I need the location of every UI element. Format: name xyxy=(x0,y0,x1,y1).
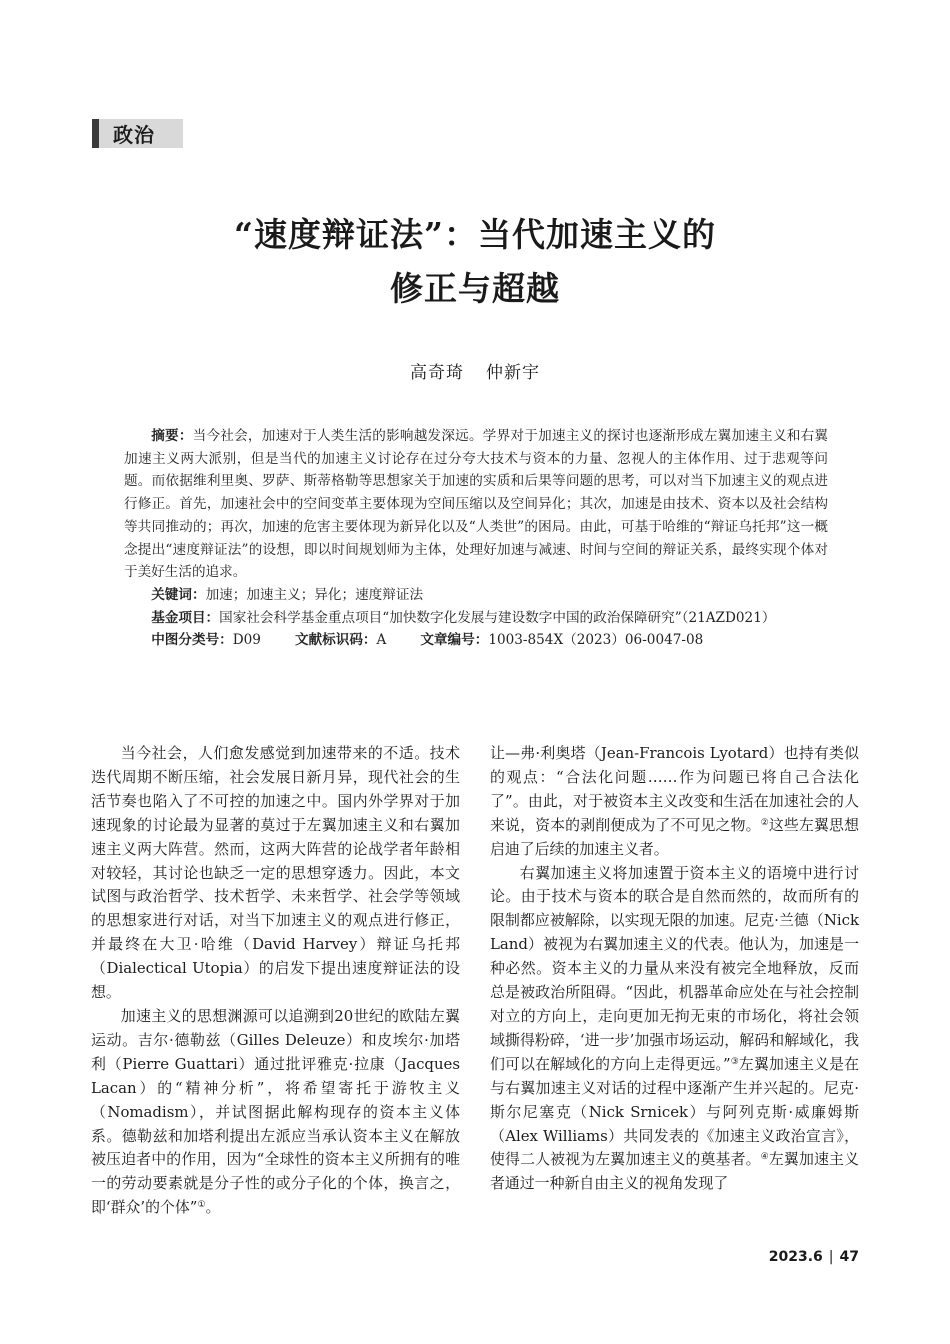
clc-value: D09 xyxy=(232,632,261,649)
body-paragraph xyxy=(490,742,859,862)
author-name: 仲新宇 xyxy=(486,363,540,383)
fund-label: 基金项目： xyxy=(151,609,220,626)
article-number-value: 1003-854X（2023）06-0047-08 xyxy=(488,632,704,649)
document-code xyxy=(295,632,386,648)
classification-line xyxy=(124,629,828,652)
paragraph-text: 右翼加速主义将加速置于资本主义的语境中进行讨论。由于技术与资本的联合是自然而然的，故而所有的限制都应被解除，以实现无限的加速。尼克·兰德（Nick Land）被视为右翼加速主义的代表。他认为，加速是一种必然。资本主义的力量从来没有被完全地释放，反而总是被政治所阻碍。“因此，机器革命应处在与社会控制对立的方向上，走向更加无拘无束的市场化，将社会领域撕得粉碎，‘进一步’加强市场运动，解码和解域化，我们可以在解域化的方向上走得更远。” xyxy=(490,863,859,1073)
body-paragraph xyxy=(91,1005,460,1220)
body-paragraph xyxy=(490,862,859,1197)
abstract-label: 摘要： xyxy=(151,428,193,444)
article-title-line-2: 修正与超越 xyxy=(390,269,560,308)
footnote-marker[interactable]: ② xyxy=(760,817,769,828)
article-number-label: 文章编号： xyxy=(420,632,489,649)
issue-number: 2023.6 xyxy=(768,1249,823,1265)
footnote-marker[interactable]: ④ xyxy=(760,1152,769,1163)
paragraph-text: 左翼加速主义者通过一种新自由主义的视角发现了 xyxy=(490,1150,859,1193)
footer-separator: | xyxy=(828,1249,834,1265)
keywords xyxy=(124,584,828,607)
keywords-label: 关键词： xyxy=(151,586,206,603)
clc-code xyxy=(151,632,261,648)
article-title-line-1: “速度辩证法”：当代加速主义的 xyxy=(234,215,716,254)
paragraph-text: 。 xyxy=(205,1198,221,1217)
body-paragraph: 当今社会，人们愈发感觉到加速带来的不适。技术迭代周期不断压缩，社会发展日新月异，现代社会的生活节奏也陷入了不可控的加速之中。国内外学界对于加速现象的讨论最为显著的莫过于左翼加速主义和右翼加速主义两大阵营。然而，这两大阵营的论战学者年龄相对较轻，其讨论也缺乏一定的思想穿透力。因此，本文试图与政治哲学、技术哲学、未来哲学、社会学等领域的思想家进行对话，对当下加速主义的观点进行修正，并最终在大卫·哈维（David Harvey）辩证乌托邦（Dialectical Utopia）的启发下提出速度辩证法的设想。 xyxy=(91,744,460,1002)
abstract-block xyxy=(124,425,828,652)
page-footer xyxy=(769,1249,859,1265)
section-tag-bar xyxy=(92,119,99,148)
fund-text: 国家社会科学基金重点项目“加快数字化发展与建设数字中国的政治保障研究”（21AZD021） xyxy=(219,609,776,626)
paragraph-text: 加速主义的思想渊源可以追溯到20世纪的欧陆左翼运动。吉尔·德勒兹（Gilles Deleuze）和皮埃尔·加塔利（Pierre Guattari）通过批评雅克·拉康（Jacques Lacan）的“精神分析”，将希望寄托于游牧主义（Nomadism），并试图据此解构现存的资本主义体系。德勒兹和加塔利提出左派应当承认资本主义在解放被压迫者中的作用，因为“全球性的资本主义所拥有的唯一的劳动要素就是分子性的或分子化的个体，换言之，即‘群众’的个体” xyxy=(91,1006,460,1217)
paragraph-text: 让—弗·利奥塔（Jean-Francois Lyotard）也持有类似的观点：“合法化问题……作为问题已将自己合法化了”。由此，对于被资本主义改变和生活在加速社会的人来说，资本的剥削便成为了不可见之物。 xyxy=(490,744,859,834)
document-code-label: 文献标识码： xyxy=(294,632,377,649)
abstract-text: 当今社会，加速对于人类生活的影响越发深远。学界对于加速主义的探讨也逐渐形成左翼加速主义和右翼加速主义两大派别，但是当代的加速主义讨论存在过分夸大技术与资本的力量、忽视人的主体作用、过于悲观等问题。而依据维利里奥、罗萨、斯蒂格勒等思想家关于加速的实质和后果等问题的思考，可以对当下加速主义的观点进行修正。首先，加速社会中的空间变革主要体现为空间压缩以及空间异化；其次，加速是由技术、资本以及社会结构等共同推动的；再次，加速的危害主要体现为新异化以及“人类世”的困局。由此，可基于哈维的“辩证乌托邦”这一概念提出“速度辩证法”的设想，即以时间规划师为主体，处理好加速与减速、时间与空间的辩证关系，最终实现个体对于美好生活的追求。 xyxy=(124,428,828,581)
fund xyxy=(124,607,828,630)
document-code-value: A xyxy=(376,632,387,649)
abstract xyxy=(124,425,828,584)
keywords-text: 加速；加速主义；异化；速度辩证法 xyxy=(205,586,424,603)
clc-label: 中图分类号： xyxy=(151,632,233,649)
section-tag xyxy=(92,119,183,148)
body-column-left xyxy=(91,742,460,1220)
body-column-right xyxy=(490,742,859,1196)
page-number: 47 xyxy=(839,1249,859,1265)
section-label: 政治 xyxy=(113,123,155,147)
author-name: 高奇琦 xyxy=(410,363,464,383)
article-number xyxy=(420,632,703,648)
authors xyxy=(0,358,950,383)
footnote-marker[interactable]: ① xyxy=(197,1200,206,1211)
footnote-marker[interactable]: ③ xyxy=(730,1056,739,1067)
paragraph-text: 左翼加速主义是在与右翼加速主义对话的过程中逐渐产生并兴起的。尼克·斯尔尼塞克（Nick Srnicek）与阿列克斯·威廉姆斯（Alex Williams）共同发表的《加速主义政治宣言》，使得二人被视为左翼加速主义的奠基者。 xyxy=(490,1054,859,1169)
paragraph-text: 这些左翼思想启迪了后续的加速主义者。 xyxy=(490,815,859,858)
